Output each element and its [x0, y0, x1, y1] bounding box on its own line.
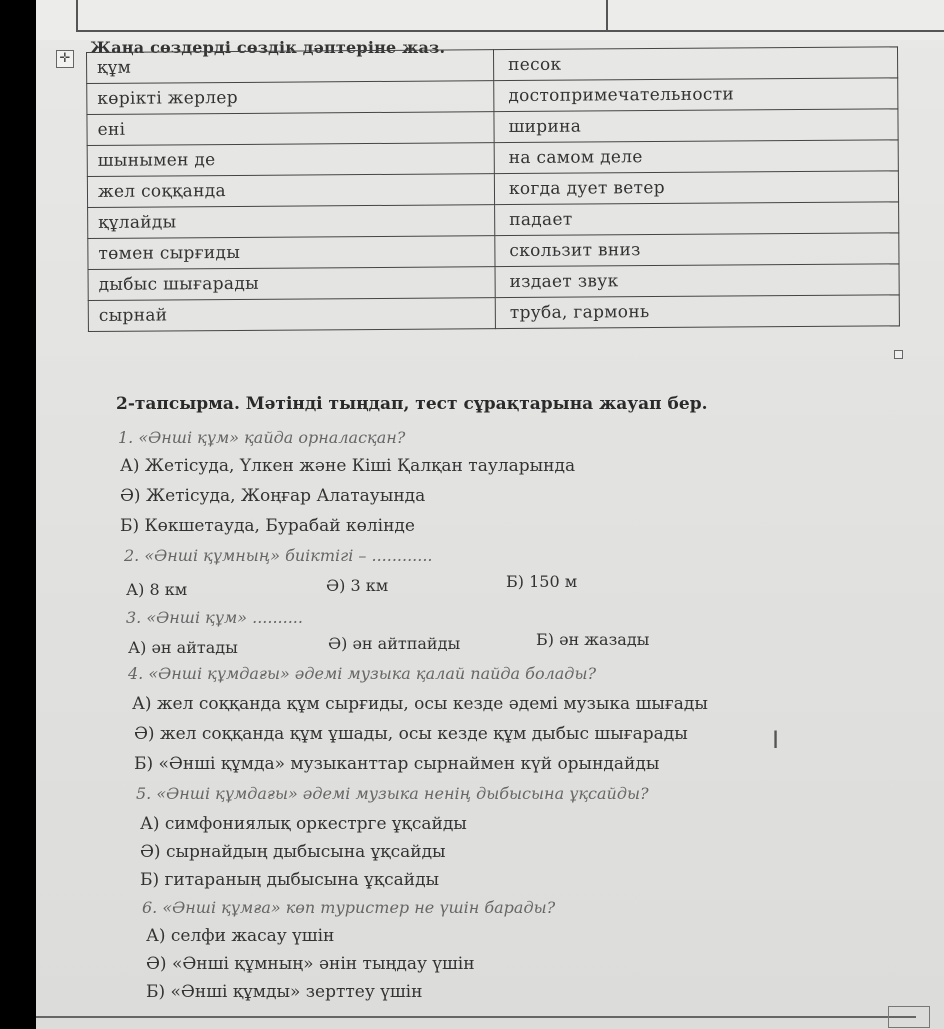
- answer-option[interactable]: Ә) ән айтпайды: [328, 634, 461, 653]
- answer-option[interactable]: А) симфониялық оркестрге ұқсайды: [140, 814, 467, 834]
- page-bottom-rule: [36, 1016, 916, 1018]
- vocab-title: Жаңа сөздерді сөздік дәптеріне жаз.: [90, 38, 446, 57]
- answer-option[interactable]: А) Жетісуда, Үлкен және Кіші Қалқан тауларында: [120, 456, 576, 476]
- table-cell-russian[interactable]: падает: [495, 202, 899, 236]
- table-cell-kazakh[interactable]: сырнай: [88, 298, 495, 332]
- answer-option[interactable]: Б) «Әнші құмды» зерттеу үшін: [146, 982, 423, 1002]
- answer-option[interactable]: Ә) «Әнші құмның» әнін тыңдау үшін: [146, 954, 475, 974]
- answer-option[interactable]: Б) Көкшетауда, Бурабай көлінде: [120, 516, 415, 536]
- status-box: [888, 1006, 930, 1028]
- previous-table-cell: [76, 0, 608, 32]
- answer-option[interactable]: Ә) жел соққанда құм ұшады, осы кезде құм дыбыс шығарады: [134, 724, 688, 744]
- table-row: [88, 295, 899, 332]
- move-handle-icon[interactable]: ✛: [56, 50, 74, 68]
- answer-option[interactable]: Б) 150 м: [506, 572, 578, 591]
- vocab-table[interactable]: [86, 46, 900, 332]
- answer-option[interactable]: Ә) Жетісуда, Жоңғар Алатауында: [120, 486, 426, 506]
- answer-option[interactable]: А) ән айтады: [128, 638, 238, 657]
- answer-option[interactable]: Ә) 3 км: [326, 576, 389, 595]
- question-3: 3. «Әнші құм» ..........: [126, 608, 303, 627]
- text-cursor-icon: I: [772, 726, 780, 754]
- table-cell-russian[interactable]: издает звук: [495, 264, 899, 298]
- previous-table-cell: [606, 0, 944, 32]
- question-2: 2. «Әнші құмның» биіктігі – ............: [124, 546, 433, 565]
- table-cell-kazakh[interactable]: жел соққанда: [87, 174, 494, 208]
- answer-option[interactable]: А) жел соққанда құм сырғиды, осы кезде әдемі музыка шығады: [132, 694, 708, 714]
- table-cell-kazakh[interactable]: көрікті жерлер: [87, 81, 494, 115]
- question-5: 5. «Әнші құмдағы» әдемі музыка ненің дыбысына ұқсайды?: [136, 784, 649, 803]
- table-cell-kazakh[interactable]: шынымен де: [87, 143, 494, 177]
- answer-option[interactable]: Б) ән жазады: [536, 630, 650, 649]
- table-cell-kazakh[interactable]: ені: [87, 112, 494, 146]
- table-cell-russian[interactable]: скользит вниз: [495, 233, 899, 267]
- answer-option[interactable]: Б) «Әнші құмда» музыканттар сырнаймен күй орындайды: [134, 754, 660, 774]
- answer-option[interactable]: Ә) сырнайдың дыбысына ұқсайды: [140, 842, 446, 862]
- question-4: 4. «Әнші құмдағы» әдемі музыка қалай пайда болады?: [128, 664, 597, 683]
- table-resize-handle[interactable]: [894, 350, 903, 359]
- table-cell-russian[interactable]: на самом деле: [494, 140, 898, 174]
- table-cell-kazakh[interactable]: төмен сырғиды: [88, 236, 495, 270]
- table-cell-kazakh[interactable]: құлайды: [88, 205, 495, 239]
- answer-option[interactable]: А) селфи жасау үшін: [146, 926, 335, 946]
- answer-option[interactable]: А) 8 км: [126, 580, 188, 599]
- table-cell-russian[interactable]: труба, гармонь: [495, 295, 899, 329]
- table-cell-russian[interactable]: достопримечательности: [494, 78, 898, 112]
- table-cell-kazakh[interactable]: құм: [87, 50, 494, 84]
- table-cell-kazakh[interactable]: дыбыс шығарады: [88, 267, 495, 301]
- question-6: 6. «Әнші құмға» көп туристер не үшін барады?: [142, 898, 556, 917]
- task2-title: 2-тапсырма. Мәтінді тыңдап, тест сұрақтарына жауап бер.: [116, 394, 708, 414]
- table-cell-russian[interactable]: ширина: [494, 109, 898, 143]
- question-1: 1. «Әнші құм» қайда орналасқан?: [118, 428, 406, 447]
- table-cell-russian[interactable]: песок: [493, 47, 897, 81]
- table-cell-russian[interactable]: когда дует ветер: [494, 171, 898, 205]
- answer-option[interactable]: Б) гитараның дыбысына ұқсайды: [140, 870, 440, 890]
